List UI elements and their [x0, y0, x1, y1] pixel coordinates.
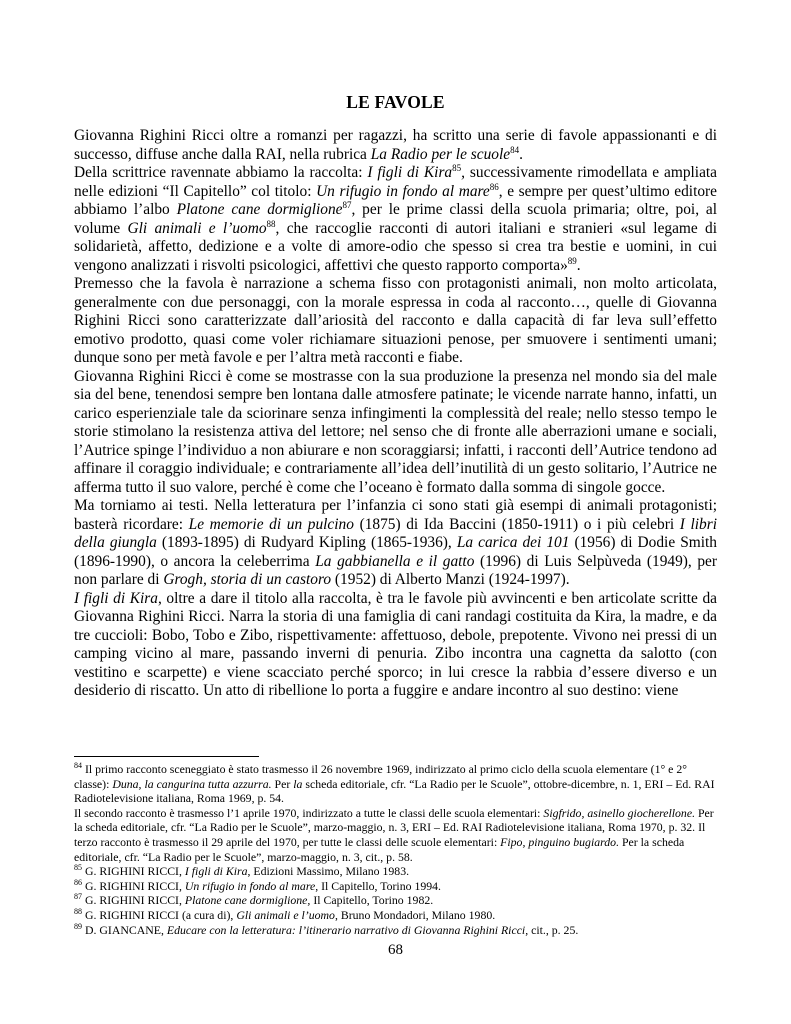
main-text	[74, 127, 717, 701]
italic-title: La Radio per le scuole	[370, 145, 511, 163]
text-run: Della scrittrice ravennate abbiamo la raccolta:	[74, 164, 368, 181]
italic-title: I figli di Kira	[367, 164, 453, 181]
italic-title: Un rifugio in fondo al mare	[184, 878, 316, 893]
text-run: Il secondo racconto è trasmesso l’1 aprile 1970, indirizzato a tutte le classi delle scuola elementari:	[74, 805, 544, 820]
footnote-number: 89	[74, 921, 82, 931]
text-run: , Bruno Mondadori, Milano 1980.	[334, 907, 496, 922]
text-run: , Il Capitello, Torino 1994.	[315, 878, 441, 893]
paragraph-intro	[74, 127, 717, 164]
italic-title: Un rifugio in fondo al mare	[316, 182, 490, 200]
text-run: Giovanna Righini Ricci oltre a romanzi per ragazzi, ha scritto una serie di favole appassionanti e di successo, diffuse anche dalla RAI, nella rubrica	[74, 127, 717, 163]
footnote-ref[interactable]: 88	[266, 218, 276, 229]
footnote-number: 86	[74, 877, 82, 887]
footnote-84-continued	[74, 806, 717, 864]
italic-text: la	[293, 776, 303, 791]
text-run: Per la scheda editoriale, cfr. “La Radio per le Scuole”, marzo-maggio, n. 3, ERI – Ed. RAI Radiotelevisione italiana, Roma 1970, p. 32. Il terzo racconto è trasmesso il 29 aprile del 1970, per tutte le classi delle scuole elementari:	[74, 805, 714, 849]
text-run: , oltre a dare il titolo alla raccolta, è tra le favole più avvincenti e ben articolate scritte da Giovanna Righini Ricci. Narra la storia di una famiglia di cani randagi costituita da Kira, la madre, e da tre cuccioli: Bobo, Tobo e Zibo, rispettivamente: affettuoso, debole, prepotente. Vivono nei pressi di un camping vicino al mare, passando inverni di penuria. Zibo incontra una cagnetta da salotto (con vestitino e scarpette) e viene scacciato perché sporco; in lui cresce la rabbia d’essere diverso e un desiderio di riscatto. Un atto di ribellione lo porta a fuggire e andare incontro al suo destino: viene	[74, 589, 717, 699]
footnote-number: 88	[74, 906, 82, 916]
italic-title: La carica dei 101	[456, 534, 570, 551]
paragraph-male-bene: Giovanna Righini Ricci è come se mostrasse con la sua produzione la presenza nel mondo sia del male sia del bene, tenendosi sempre ben lontana dalle atmosfere patinate; le vicende narrate hanno, infatti, un carico esperienziale tale da sciorinare senza infingimenti la complessità del reale; nello stesso tempo le storie stimolano la resistenza attiva del lettore; nel senso che di fronte alle aberrazioni umane e sociali, l’Autrice spinge l’individuo a non abiurare e non scoraggiarsi; infatti, i racconti dell’Autrice tendono ad affinare il coraggio individuale; e contrariamente all’idea dell’inutilità di un gesto solitario, l’Autrice ne afferma tutto il suo valore, perché è come che l’oceano è formato dalla somma di singole gocce.	[74, 367, 717, 496]
text-run: G. RIGHINI RICCI,	[82, 878, 185, 893]
paragraph-animal-examples	[74, 497, 717, 590]
text-run: (1893-1895) di Rudyard Kipling (1865-1936),	[156, 534, 457, 551]
footnote-number: 85	[74, 863, 82, 873]
chapter-title: LE FAVOLE	[346, 92, 445, 112]
footnote-88	[74, 908, 717, 923]
italic-title: I figli di Kira	[74, 589, 158, 607]
footnote-number: 87	[74, 892, 82, 902]
italic-title: Gli animali e l’uomo	[236, 907, 335, 922]
italic-title: Platone cane dormiglione,	[184, 893, 311, 908]
text-run: , che raccoglie racconti di autori italiani e stranieri «sul legame di solidarietà, affetto, dedizione e a volte di amore-odio che spesso si crea tra bestie e uomini, in cui vengono analizzati i risvolti psicologici, affettivi che questo rapporto comporta»	[74, 219, 718, 274]
text-run: Il primo racconto sceneggiato è stato trasmesso il 26 novembre 1969, indirizzato al primo ciclo della scuola elementare (1° e 2° classe):	[74, 762, 687, 791]
italic-title: Grogh, storia di un castoro	[163, 571, 332, 588]
text-run: (1952) di Alberto Manzi (1924-1997).	[331, 571, 570, 588]
text-run: .	[519, 145, 523, 163]
footnote-85	[74, 864, 717, 879]
footnote-86	[74, 879, 717, 894]
footnote-ref[interactable]: 85	[452, 163, 462, 173]
italic-title: I figli di Kira	[184, 864, 248, 879]
text-run: (1996) di Luis Selpùveda (1949), per non parlare di	[74, 552, 718, 588]
footnote-ref[interactable]: 86	[489, 181, 499, 192]
text-run: D. GIANCANE,	[82, 922, 167, 937]
paragraph-favola-definition: Premesso che la favola è narrazione a schema fisso con protagonisti animali, non molto articolata, generalmente con due personaggi, con la morale espressa in coda al racconto…, quelle di Giovanna Righini Ricci sono caratterizzate dall’ariosità del racconto e dalla capacità di far leva sull’effetto emotivo prodotto, quasi come voler richiamare situazioni penose, per smuovere i sentimenti umani; dunque sono per metà favole e per l’altra metà racconti e fiabe.	[74, 275, 717, 366]
paragraph-figli-di-kira	[74, 590, 717, 701]
italic-title: Fipo, pinguino bugiardo.	[500, 834, 620, 849]
text-run: Ma torniamo ai testi. Nella letteratura per l’infanzia ci sono stati già esempi di animali protagonisti; basterà ricordare:	[74, 497, 717, 533]
italic-title: Platone cane dormiglione	[176, 201, 343, 218]
paragraph-collection	[74, 164, 717, 275]
text-run: , Edizioni Massimo, Milano 1983.	[247, 864, 410, 879]
text-run: Per la scheda editoriale, cfr. “La Radio per le Scuole”, marzo-maggio, n. 3, cit., p. 58.	[74, 834, 685, 864]
text-run: , per le prime classi della scuola primaria; oltre, poi, al volume	[74, 201, 718, 237]
text-run: Per	[271, 776, 294, 791]
text-run: scheda editoriale, cfr. “La Radio per le Scuole”, ottobre-dicembre, n. 1, ERI – Ed. RAI Radiotelevisione italiana, Roma 1969, p. 54.	[74, 776, 715, 806]
italic-title: Educare con la letteratura: l’itinerario narrativo di Giovanna Righini Ricci	[166, 922, 526, 937]
footnote-87	[74, 893, 717, 908]
italic-title: Le memorie di un pulcino	[188, 515, 354, 533]
text-run: .	[576, 256, 581, 274]
text-run: (1875) di Ida Baccini (1850-1911) o i più celebri	[353, 515, 680, 533]
footnote-ref[interactable]: 89	[567, 255, 577, 266]
text-run: , cit., p. 25.	[525, 922, 579, 937]
italic-title: La gabbianella e il gatto	[315, 552, 475, 570]
footnote-ref[interactable]: 87	[342, 200, 352, 210]
text-run: , e sempre per quest’ultimo editore abbiamo l’albo	[74, 182, 717, 218]
text-run: G. RIGHINI RICCI (a cura di),	[82, 907, 237, 922]
italic-title: Gli animali e l’uomo	[127, 219, 267, 237]
page-number: 68	[388, 942, 403, 958]
italic-title: Duna, la cangurina tutta azzurra.	[112, 776, 272, 791]
italic-title: Sigfrido, asinello giocherellone.	[543, 805, 696, 820]
text-run: (1956) di Dodie Smith (1896-1990), o ancora la celeberrima	[74, 534, 717, 570]
footnote-separator	[74, 756, 259, 757]
text-run: successivamente rimodellata e ampliata nelle edizioni “Il Capitello” col titolo:	[74, 164, 718, 200]
footnote-84	[74, 762, 717, 806]
text-run: Il Capitello, Torino 1982.	[310, 893, 434, 908]
footnote-number: 84	[74, 761, 82, 770]
footnote-ref[interactable]: 84	[510, 144, 520, 155]
footnotes	[74, 762, 717, 937]
italic-punct: ,	[461, 164, 465, 181]
footnote-89	[74, 923, 717, 938]
italic-title: I libri della giungla	[74, 515, 717, 551]
text-run: G. RIGHINI RICCI,	[82, 893, 185, 908]
text-run: G. RIGHINI RICCI,	[82, 864, 185, 879]
